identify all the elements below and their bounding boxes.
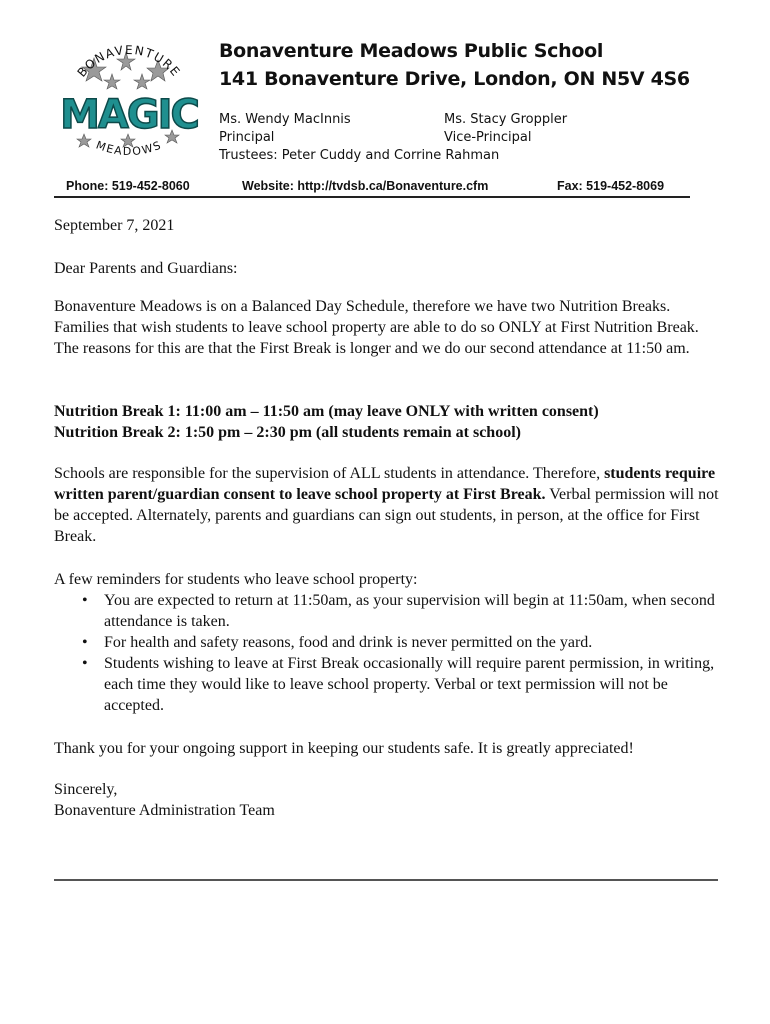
school-address: 141 Bonaventure Drive, London, ON N5V 4S6: [219, 68, 690, 90]
footer-divider: [54, 879, 718, 881]
paragraph-schedule: [54, 296, 719, 359]
letter-date: September 7, 2021: [54, 217, 175, 234]
nutrition-break-2: Nutrition Break 2: 1:50 pm – 2:30 pm (all students remain at school): [54, 424, 521, 441]
school-logo: [54, 30, 204, 170]
consent-requirement: students require written parent/guardian consent to leave school property at First Break.: [54, 465, 716, 503]
principal-title: Principal: [219, 130, 275, 145]
logo-top-text: BONAVENTURE: [74, 43, 184, 80]
school-name: Bonaventure Meadows Public School: [219, 40, 604, 62]
vice-principal-title: Vice-Principal: [444, 130, 532, 145]
logo-bottom-text: MEADOWS: [94, 138, 164, 159]
list-item: • You are expected to return at 11:50am, as your supervision will begin at 11:50am, when second attendance is taken.: [104, 590, 719, 632]
phone-number: Phone: 519-452-8060: [66, 179, 190, 193]
reminders-list: [54, 590, 719, 716]
website-link[interactable]: Website: http://tvdsb.ca/Bonaventure.cfm: [242, 179, 489, 193]
header-divider: [54, 196, 690, 198]
principal-name: Ms. Wendy MacInnis: [219, 112, 351, 127]
trustees: Trustees: Peter Cuddy and Corrine Rahman: [219, 148, 500, 163]
list-item: • For health and safety reasons, food and drink is never permitted on the yard.: [104, 632, 719, 653]
signature: Bonaventure Administration Team: [54, 802, 275, 819]
paragraph-supervision: [54, 463, 719, 547]
reminders-section: [54, 569, 719, 716]
thank-you-line: Thank you for your ongoing support in keeping our students safe. It is greatly appreciated!: [54, 740, 634, 757]
logo-main-text: MAGIC: [60, 92, 198, 138]
nutrition-break-1: Nutrition Break 1: 11:00 am – 11:50 am (may leave ONLY with written consent): [54, 403, 599, 420]
list-item: • Students wishing to leave at First Break occasionally will require parent permission, in writing, each time they would like to leave school property. Verbal or text permission will not be accepted.: [104, 653, 719, 716]
fax-number: Fax: 519-452-8069: [557, 179, 665, 193]
closing: Sincerely,: [54, 781, 118, 798]
paragraph-supervision-text: [54, 463, 719, 547]
reminders-intro: A few reminders for students who leave school property:: [54, 571, 418, 588]
paragraph-schedule-text: Bonaventure Meadows is on a Balanced Day Schedule, therefore we have two Nutrition Breaks. Families that wish students to leave school property are able to do so ONLY at First Nutrition Break. The reasons for this are that the First Break is longer and we do our second attendance at 11:50 am.: [54, 298, 699, 357]
supervision-rest: Verbal permission will not be accepted. Alternately, parents and guardians can sign out students, in person, at the office for First Break.: [54, 486, 719, 545]
letter-salutation: Dear Parents and Guardians:: [54, 260, 238, 277]
vice-principal-name: Ms. Stacy Groppler: [444, 112, 568, 127]
supervision-intro: Schools are responsible for the supervision of ALL students in attendance. Therefore,: [54, 465, 605, 482]
